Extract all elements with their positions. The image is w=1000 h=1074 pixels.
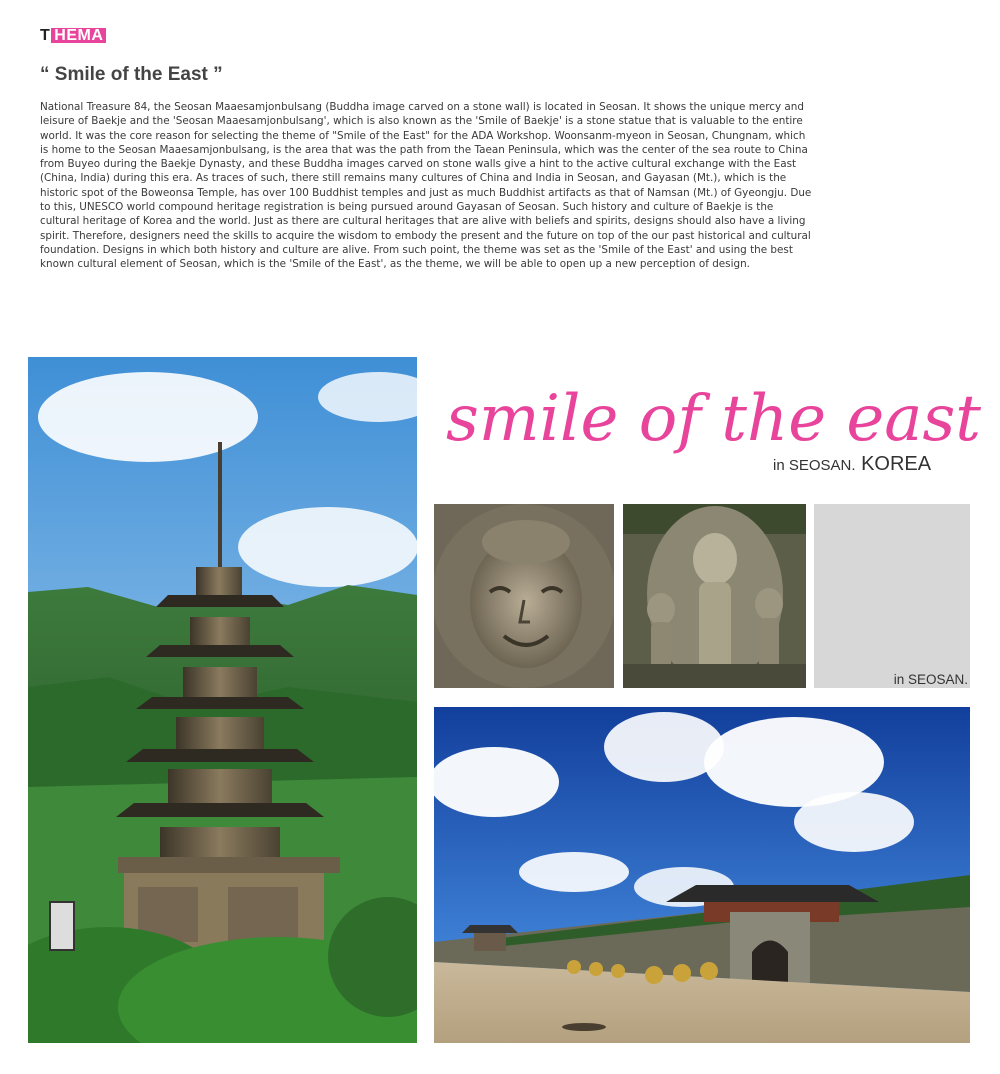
buddha-face-photo xyxy=(434,504,614,688)
location-country: KOREA xyxy=(855,453,932,475)
caption-box-label: in SEOSAN. xyxy=(893,672,968,687)
script-title-text: smile of the east xyxy=(446,382,981,456)
thema-logo xyxy=(40,28,106,43)
fortress-gate-photo xyxy=(434,707,970,1043)
logo-letter-t: T xyxy=(40,26,51,44)
page-title: “ Smile of the East ” xyxy=(40,64,223,85)
location-city: in SEOSAN. xyxy=(773,457,856,474)
location-label xyxy=(773,453,931,476)
caption-box xyxy=(814,504,970,688)
pagoda-photo xyxy=(28,357,417,1043)
logo-hema-badge: HEMA xyxy=(51,28,106,43)
buddha-triad-photo xyxy=(623,504,806,688)
article-body: National Treasure 84, the Seosan Maaesamjonbulsang (Buddha image carved on a stone wall) is located in Seosan. It shows the unique mercy and leisure of Baekje and the 'Seosan Maaesamjonbulsang', which is also known as the 'Smile of Baekje' is a stone statue that is valuable to the entire world. It was the core reason for selecting the theme of "Smile of the East" for the ADA Workshop. Woonsanm-myeon in Seosan, Chungnam, which is home to the Seosan Maaesamjonbulsang, is the area that was the path from the Taean Peninsula, which was the center of the sea route to China from Buyeo during the Baekje Dynasty, and these Buddha images carved on stone walls give a hint to the active cultural exchange with the East (China, India) during this era. As traces of such, there still remains many cultures of China and India in Seosan, and Gayasan (Mt.), which is the historic spot of the Boweonsa Temple, has over 100 Buddhist temples and just as much Buddhist artifacts as that of Namsan (Mt.) of Gyeongju. Due to this, UNESCO world compound heritage registration is being pursued around Gayasan of Seosan. Such history and culture of Baekje is the cultural heritage of Korea and the world. Just as there are cultural heritages that are alive with beliefs and spirits, designs should also have a living spirit. Therefore, designers need the skills to acquire the wisdom to embody the present and the future on top of the our past historical and cultural foundation. Designs in which both history and culture are alive. From such point, the theme was set as the 'Smile of the East' and using the best known cultural element of Seosan, which is the 'Smile of the East', as the theme, we will be able to open up a new perception of design. xyxy=(40,101,812,271)
